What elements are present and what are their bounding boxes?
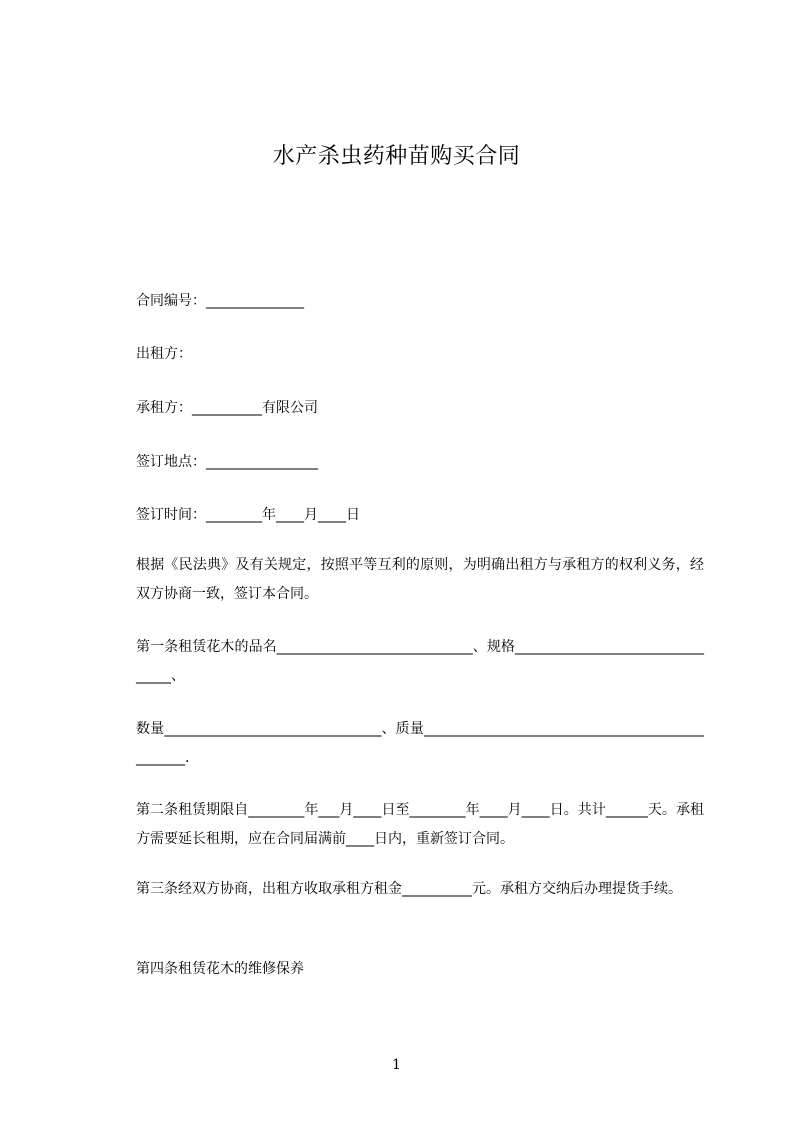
contract-number-field: 合同编号：______________ — [136, 293, 304, 309]
article-1-paragraph — [104, 633, 704, 691]
page-number: 1 — [392, 1057, 401, 1073]
sign-time-field: 签订时间：________年____月____日 — [136, 507, 360, 523]
article-3-text: 第三条经双方协商，出租方收取承租方租金__________元。承租方交纳后办理提货手续。 — [136, 881, 682, 897]
lessee-field: 承租方：__________有限公司 — [136, 400, 318, 416]
article-2-text: 第二条租赁期限自________年___月____日至________年____月____日。共计______天。承租方需要延长租期，应在合同届满前____日内，重新签订合同。 — [136, 802, 704, 847]
document-title: 水产杀虫药种苗购买合同 — [272, 144, 521, 169]
preamble-paragraph — [104, 551, 704, 609]
article-4-heading: 第四条租赁花木的维修保养 — [136, 961, 304, 977]
sign-place-field: 签订地点：________________ — [136, 454, 318, 470]
preamble-text: 根据《民法典》及有关规定，按照平等互利的原则，为明确出租方与承租方的权利义务，经双方协商一致，签订本合同。 — [136, 557, 704, 602]
article-1-quantity-paragraph — [104, 715, 704, 773]
article-1-quantity-text: 数量_______________________________、质量_______________________________________________. — [136, 721, 704, 766]
article-2-paragraph — [104, 796, 704, 854]
lessor-field: 出租方： — [136, 346, 192, 362]
article-3-paragraph — [104, 875, 704, 904]
article-1-text: 第一条租赁花木的品名____________________________、规格________________________________、 — [136, 639, 704, 684]
